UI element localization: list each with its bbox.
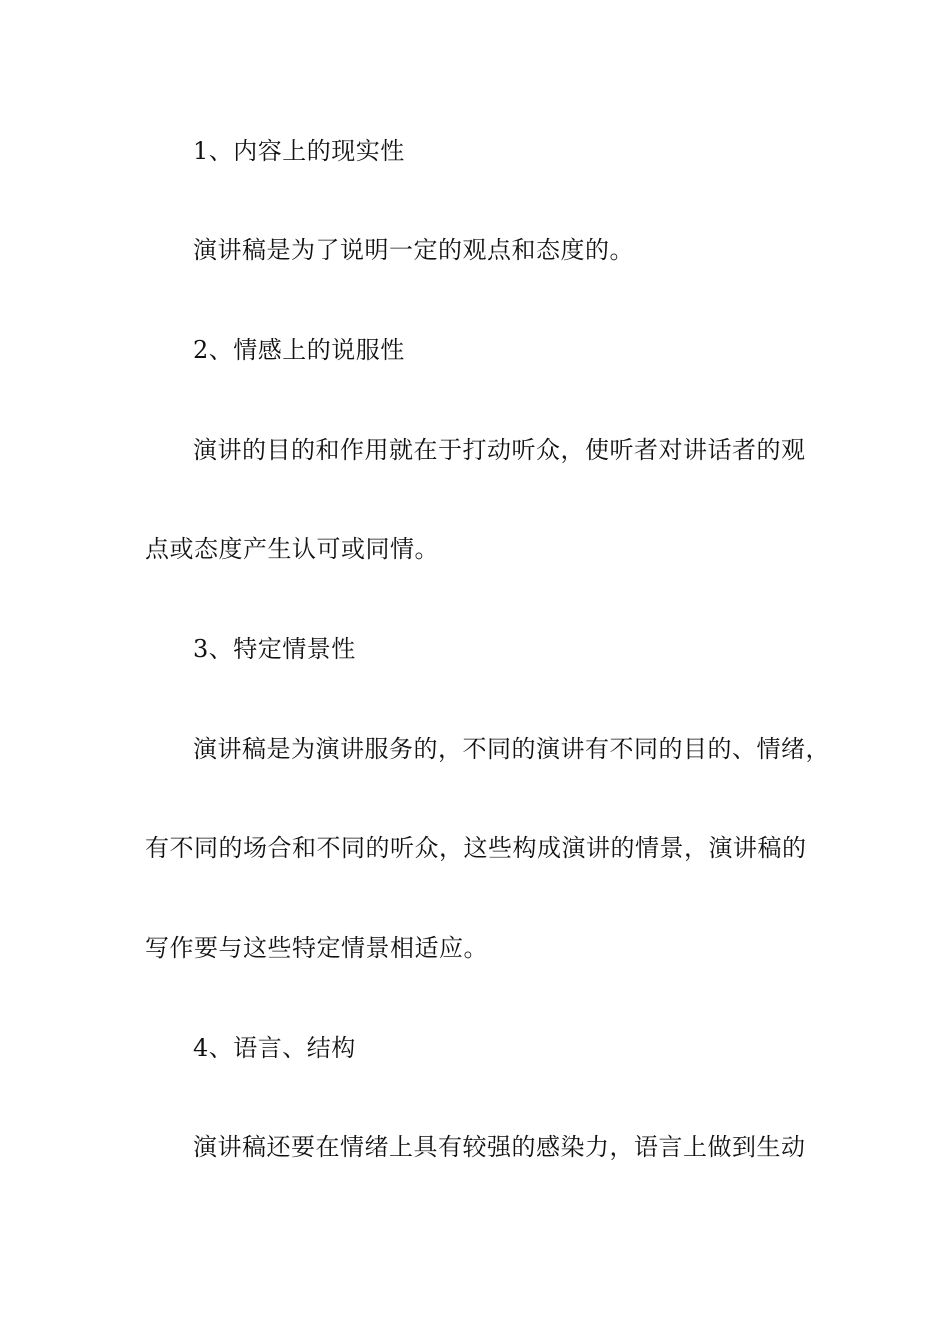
section-heading-1: 1、内容上的现实性 [193,137,405,165]
paragraph-line: 点或态度产生认可或同情。 [145,535,439,563]
section-heading-3: 3、特定情景性 [193,635,356,663]
section-heading-4: 4、语言、结构 [193,1034,356,1062]
paragraph-line: 演讲的目的和作用就在于打动听众，使听者对讲话者的观 [193,436,806,464]
section-heading-2: 2、情感上的说服性 [193,336,405,364]
paragraph-line: 演讲稿还要在情绪上具有较强的感染力，语言上做到生动 [193,1133,806,1161]
paragraph-line: 演讲稿是为了说明一定的观点和态度的。 [193,236,634,264]
paragraph-line: 有不同的场合和不同的听众，这些构成演讲的情景，演讲稿的 [145,834,807,862]
paragraph-line: 写作要与这些特定情景相适应。 [145,934,488,962]
paragraph-line: 演讲稿是为演讲服务的，不同的演讲有不同的目的、情绪， [193,735,830,763]
